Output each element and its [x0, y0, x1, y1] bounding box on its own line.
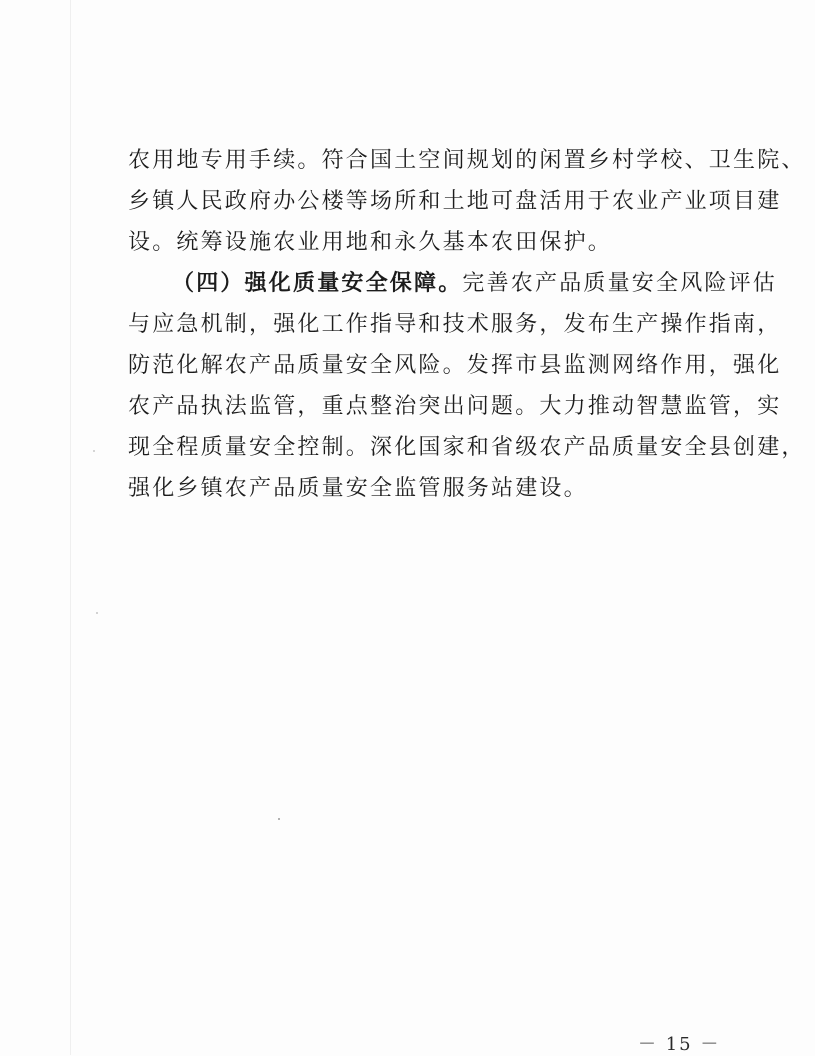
section-line-2: 与应急机制，强化工作指导和技术服务，发布生产操作指南，: [128, 312, 782, 337]
page-number: － 15 －: [638, 1034, 721, 1055]
scan-edge: [70, 0, 71, 1055]
body-text: [128, 140, 806, 509]
section-line-5: 现全程质量安全控制。深化国家和省级农产品质量安全县创建，: [128, 435, 806, 460]
paragraph-line-1: 农用地专用手续。符合国土空间规划的闲置乡村学校、卫生院、: [128, 148, 806, 173]
section-first-line-text: 完善农产品质量安全风险评估: [462, 271, 778, 296]
scan-speck: [93, 450, 95, 452]
section-line-3: 防范化解农产品质量安全风险。发挥市县监测网络作用，强化: [128, 353, 782, 378]
section-line-6: 强化乡镇农产品质量安全监管服务站建设。: [128, 476, 588, 501]
section-heading: （四）强化质量安全保障。: [172, 270, 463, 296]
scan-speck: [96, 612, 98, 614]
section-line-4: 农产品执法监管，重点整治突出问题。大力推动智慧监管，实: [128, 394, 782, 419]
section-first-line: [128, 263, 778, 304]
paragraph-line-2: 乡镇人民政府办公楼等场所和土地可盘活用于农业产业项目建: [128, 189, 782, 214]
paragraph-line-3: 设。统筹设施农业用地和永久基本农田保护。: [128, 230, 613, 255]
scan-speck: [278, 818, 280, 820]
